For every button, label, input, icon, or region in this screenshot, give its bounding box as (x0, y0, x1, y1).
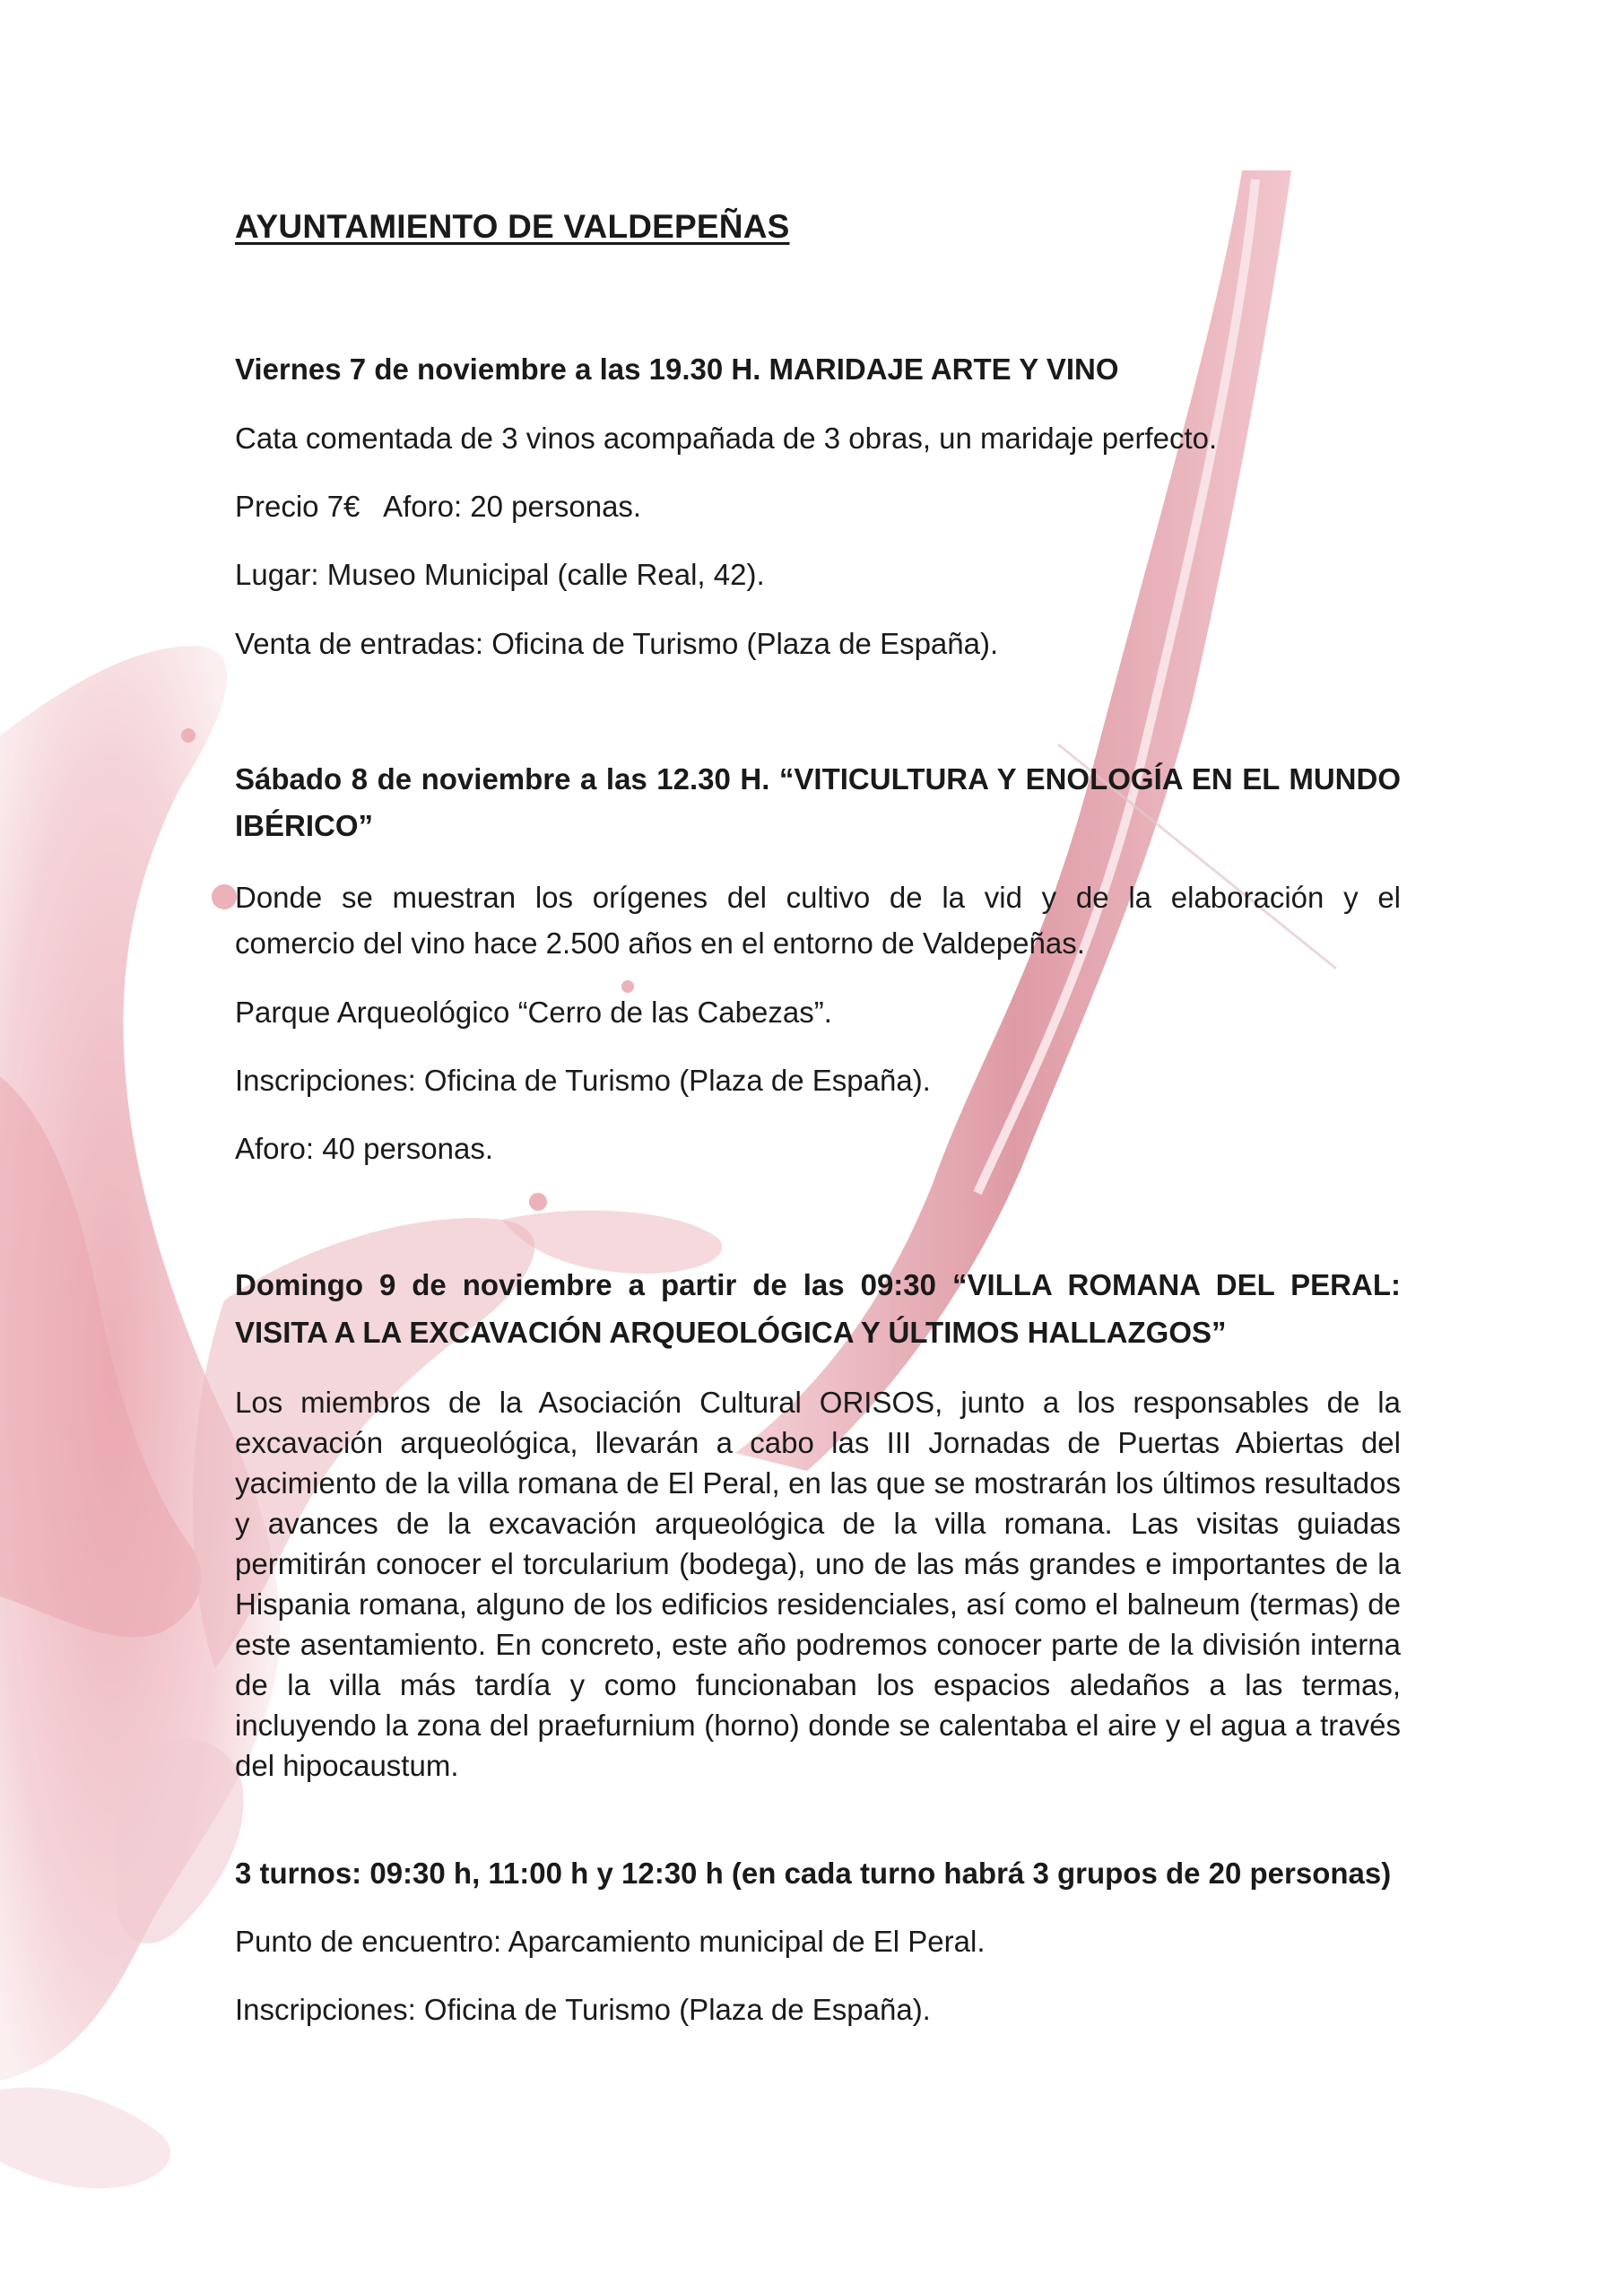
event-3-heading-line1: Domingo 9 de noviembre a partir de las 09:30 “VILLA ROMANA DEL PERAL: (235, 1268, 1401, 1301)
event-2-description-line1: Donde se muestran los orígenes del cultivo de la vid y de la elaboración y el (235, 881, 1401, 914)
event-2-heading-line1: Sábado 8 de noviembre a las 12.30 H. “VITICULTURA Y ENOLOGÍA EN EL MUNDO (235, 762, 1401, 796)
event-1-tickets: Venta de entradas: Oficina de Turismo (Plaza de España). (235, 627, 999, 660)
event-2-capacity: Aforo: 40 personas. (235, 1132, 494, 1165)
event-1-price-capacity: Precio 7€ Aforo: 20 personas. (235, 490, 642, 523)
event-3-meeting-point: Punto de encuentro: Aparcamiento municipal de El Peral. (235, 1925, 986, 1958)
event-3-heading-line2: VISITA A LA EXCAVACIÓN ARQUEOLÓGICA Y ÚLTIMOS HALLAZGOS” (235, 1316, 1227, 1349)
event-3-description: Los miembros de la Asociación Cultural ORISOS, junto a los responsables de la excavación arqueológica, llevarán a cabo las III Jornadas de Puertas Abiertas del yacimiento de la villa romana de El Peral, en las que se mostrarán los últimos resultados y avances de la excavación arqueológica de la villa romana. Las visitas guiadas permitirán conocer el torcularium (bodega), uno de las más grandes e importantes de la Hispania romana, alguno de los edificios residenciales, así como el balneum (termas) de este asentamiento. En concreto, este año podremos conocer parte de la división interna de la villa más tardía y como funcionaban los espacios aledaños a las termas, incluyendo la zona del praefurnium (horno) donde se calentaba el aire y el agua a través del hipocaustum. (235, 1386, 1401, 1782)
event-1-heading: Viernes 7 de noviembre a las 19.30 H. MARIDAJE ARTE Y VINO (235, 352, 1119, 386)
event-2-location: Parque Arqueológico “Cerro de las Cabezas”. (235, 996, 832, 1029)
event-3-registration: Inscripciones: Oficina de Turismo (Plaza de España). (235, 1993, 931, 2026)
event-2-registration: Inscripciones: Oficina de Turismo (Plaza de España). (235, 1064, 931, 1097)
event-3-shifts: 3 turnos: 09:30 h, 11:00 h y 12:30 h (en cada turno habrá 3 grupos de 20 personas) (235, 1857, 1392, 1890)
event-1-location: Lugar: Museo Municipal (calle Real, 42). (235, 558, 765, 591)
page-title: AYUNTAMIENTO DE VALDEPEÑAS (235, 208, 790, 245)
event-2-heading-line2: IBÉRICO” (235, 809, 374, 842)
event-1-description: Cata comentada de 3 vinos acompañada de 3 obras, un maridaje perfecto. (235, 422, 1218, 455)
event-2-description-line2: comercio del vino hace 2.500 años en el entorno de Valdepeñas. (235, 926, 1085, 960)
